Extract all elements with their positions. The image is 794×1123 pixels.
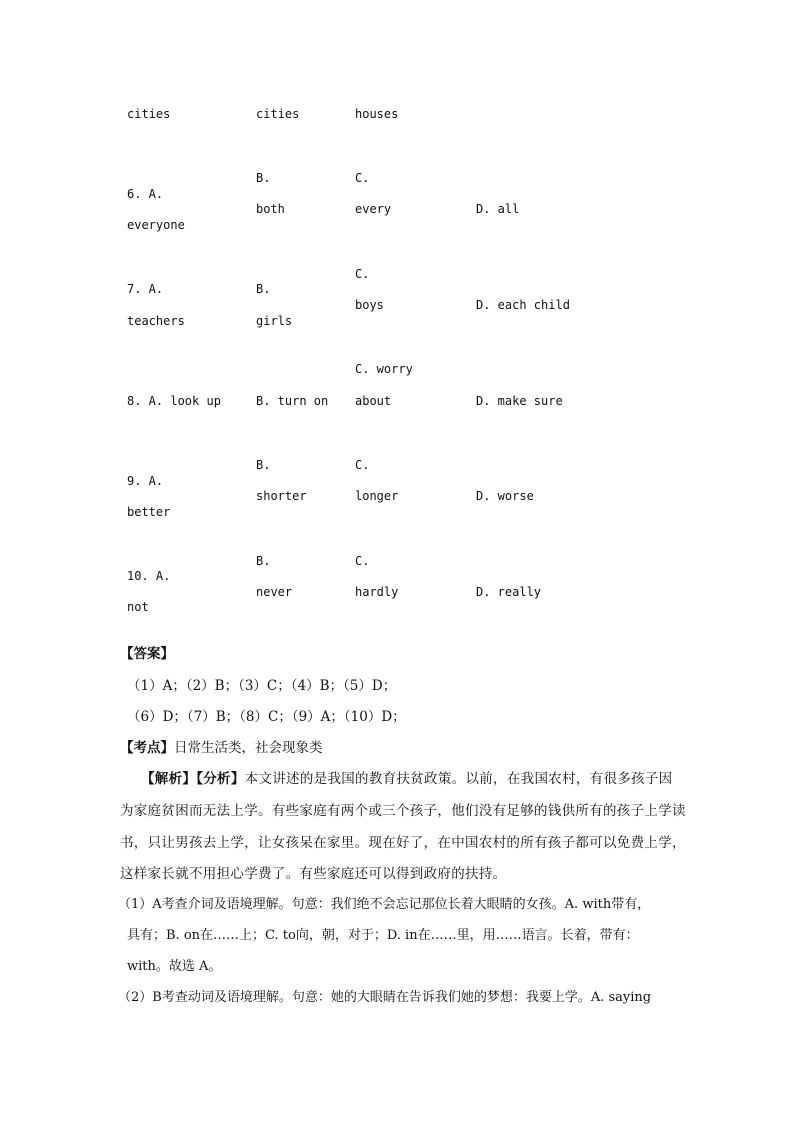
q10-number: 10. A. xyxy=(127,569,171,583)
option-c-prev: houses xyxy=(355,107,399,121)
q7-b-label: B. xyxy=(256,282,271,296)
q1-explain-line-3: with。故选 A。 xyxy=(127,959,222,974)
q10-c-label: C. xyxy=(355,554,370,568)
q6-c-label: C. xyxy=(355,171,370,185)
q9-b-label: B. xyxy=(256,458,271,472)
analysis-line-2: 为家庭贫困而无法上学。有些家庭有两个或三个孩子，他们没有足够的钱供所有的孩子上学读 xyxy=(120,803,686,819)
answer-line-2: （6）D；（7）B；（8）C；（9）A；（10）D； xyxy=(127,709,406,725)
q7-c-label: C. xyxy=(355,267,370,281)
q10-b-label: B. xyxy=(256,554,271,568)
q10-d: D. really xyxy=(476,585,542,599)
analysis-heading: 【解析】【分析】 xyxy=(141,771,245,787)
q6-b-label: B. xyxy=(256,171,271,185)
q9-c-label: C. xyxy=(355,458,370,472)
q7-c-text: boys xyxy=(355,298,384,312)
analysis-text-1: 本文讲述的是我国的教育扶贫政策。以前，在我国农村，有很多孩子因 xyxy=(244,771,673,787)
q9-a-text: better xyxy=(127,505,171,519)
analysis-line-1 xyxy=(141,770,672,788)
q7-d: D. each child xyxy=(476,298,570,312)
answer-line-1: （1）A；（2）B；（3）C；（4）B；（5）D； xyxy=(127,678,397,694)
q8-number: 8. A. look up xyxy=(127,394,221,408)
option-a-prev: cities xyxy=(127,107,171,121)
kaodian-text: 日常生活类，社会现象类 xyxy=(174,740,323,756)
q10-c-text: hardly xyxy=(355,585,399,599)
kaodian-line xyxy=(120,739,323,757)
q6-c-text: every xyxy=(355,202,392,216)
q8-c-label: C. worry xyxy=(355,362,413,376)
analysis-line-4: 这样家长就不用担心学费了。有些家庭还可以得到政府的扶持。 xyxy=(120,866,507,882)
q1-explain-line-1: （1）A考查介词及语境理解。句意：我们绝不会忘记那位长着大眼睛的女孩。A. with带有， xyxy=(118,897,651,912)
analysis-line-3: 书，只让男孩去上学，让女孩呆在家里。现在好了，在中国农村的所有孩子都可以免费上学， xyxy=(120,835,686,851)
q6-a-text: everyone xyxy=(127,218,185,232)
q1-explain-line-2: 具有；B. on在……上；C. to向，朝，对于；D. in在……里，用……语言。长着，带有： xyxy=(127,928,639,943)
q6-b-text: both xyxy=(256,202,285,216)
answer-heading: 【答案】 xyxy=(120,646,174,662)
q7-number: 7. A. xyxy=(127,282,164,296)
q7-a-text: teachers xyxy=(127,314,185,328)
option-b-prev: cities xyxy=(256,107,300,121)
q6-d: D. all xyxy=(476,202,520,216)
q9-b-text: shorter xyxy=(256,489,307,503)
q7-b-text: girls xyxy=(256,314,293,328)
kaodian-heading: 【考点】 xyxy=(120,740,174,756)
q9-d: D. worse xyxy=(476,489,534,503)
q9-c-text: longer xyxy=(355,489,399,503)
q8-c-text: about xyxy=(355,394,392,408)
q9-number: 9. A. xyxy=(127,474,164,488)
q2-explain-line-1: （2）B考查动词及语境理解。句意：她的大眼睛在告诉我们她的梦想：我要上学。A. saying xyxy=(118,990,652,1005)
q8-d: D. make sure xyxy=(476,394,563,408)
q10-a-text: not xyxy=(127,600,149,614)
q6-number: 6. A. xyxy=(127,187,164,201)
q10-b-text: never xyxy=(256,585,293,599)
q8-b: B. turn on xyxy=(256,394,329,408)
